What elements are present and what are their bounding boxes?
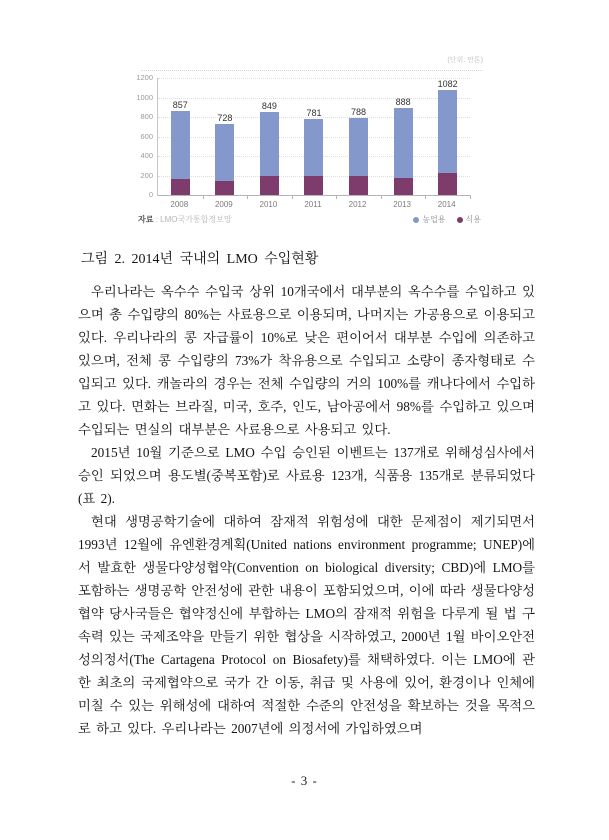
x-axis-tick	[470, 195, 471, 199]
chart-source-name: : LMO국가통합정보망	[153, 215, 232, 224]
body-paragraph: 2015년 10월 기준으로 LMO 수입 승인된 이벤트는 137개로 위해성심사에서 승인 되었으며 용도별(중복포함)로 사료용 123개, 식품용 135개로 분류되었다(표 2).	[78, 445, 535, 506]
body-paragraph: 우리나라는 옥수수 수입국 상위 10개국에서 대부분의 옥수수를 수입하고 있으며 총 수입량의 80%는 사료용으로 이용되며, 나머지는 가공용으로 이용되고 있다. 우리나라의 콩 자급률이 10%로 낮은 편이어서 대부분 수입에 의존하고 있으며, 전체 콩 수입량의 73%가 착유용으로 수입되고 소량이 종자형태로 수입되고 있다. 캐놀라의 경우는 전체 수입량의 거의 100%를 캐나다에서 수입하고 있다. 면화는 브라질, 미국, 호주, 인도, 남아공에서 98%를 수입하고 있으며 수입되는 면실의 대부분은 사료용으로 사용되고 있다.	[78, 284, 535, 437]
x-axis-label-2012: 2012	[348, 200, 367, 209]
legend-dot-icon	[457, 217, 463, 223]
bar-segment-식용	[260, 176, 279, 196]
chart-unit-label: (단위: 만톤)	[447, 57, 483, 64]
y-axis-tick-label: 1000	[136, 92, 153, 102]
bar-2008	[158, 78, 202, 195]
x-axis-label-2008: 2008	[170, 200, 189, 209]
y-axis-tick-label: 600	[140, 131, 153, 141]
bar-2014	[426, 78, 470, 195]
bar-segment-식용	[394, 178, 413, 195]
x-axis-tick	[381, 195, 382, 199]
chart-source-prefix: 자료	[138, 215, 154, 224]
bar-value-label: 788	[351, 107, 367, 118]
page-number: - 3 -	[291, 773, 318, 788]
bar-stack	[215, 124, 234, 195]
body-paragraph: 현대 생명공학기술에 대하여 잠재적 위험성에 대한 문제점이 제기되면서 1993년 12월에 유엔환경계획(United nations environment programme; UNEP)에서 발효한 생물다양성협약(Convention on biological diversity; CBD)에 LMO를 포함하는 생명공학 안전성에 관한 내용이 포함되었으며, 이에 따라 생물다양성 협약 당사국들은 협약정신에 부합하는 LMO의 잠재적 위험을 다루게 될 법 구속력 있는 국제조약을 만들기 위한 협상을 시작하였고, 2000년 1월 바이오안전성의정서(The Cartagena Protocol on Biosafety)를 채택하였다. 이는 LMO에 관한 최초의 국제협약으로 국가 간 이동, 취급 및 사용에 있어, 환경이나 인체에 미칠 수 있는 위해성에 대하여 적절한 수준의 안전성을 확보하는 것을 목적으로 하고 있다. 우리나라는 2007년에 의정서에 가입하였으며	[78, 514, 535, 736]
bar-stack	[349, 118, 368, 195]
bar-stack	[394, 108, 413, 195]
chart-plot-area	[136, 73, 470, 199]
bar-segment-농업용	[215, 124, 234, 181]
x-axis-tick	[425, 195, 426, 199]
bar-segment-농업용	[260, 112, 279, 175]
bar-segment-식용	[215, 181, 234, 195]
bar-segment-농업용	[394, 108, 413, 178]
y-axis-tick-label: 1200	[136, 73, 153, 82]
bar-segment-식용	[171, 179, 190, 195]
bar-stack	[438, 90, 457, 195]
bar-group	[158, 78, 470, 195]
bar-value-label: 781	[306, 107, 322, 118]
bar-2011	[292, 78, 336, 195]
x-axis-tick	[292, 195, 293, 199]
chart-legend	[402, 214, 481, 225]
lmo-import-chart	[133, 54, 483, 230]
legend-label: 농업용	[422, 215, 446, 224]
x-axis-tick	[247, 195, 248, 199]
figure-caption: 그림 2. 2014년 국내의 LMO 수입현황	[81, 252, 319, 267]
y-axis-tick-label: 800	[140, 112, 153, 121]
x-axis-label-2010: 2010	[259, 200, 278, 209]
bar-stack	[304, 119, 323, 195]
bar-2009	[203, 78, 247, 195]
bar-2010	[247, 78, 291, 195]
chart-top-rule	[141, 70, 483, 71]
bar-value-label: 1082	[437, 78, 458, 89]
bar-stack	[260, 112, 279, 195]
bar-2012	[337, 78, 381, 195]
bar-segment-농업용	[171, 111, 190, 179]
bar-value-label: 857	[172, 100, 188, 111]
x-axis-label-2009: 2009	[214, 200, 233, 209]
legend-item-식용	[457, 214, 481, 225]
legend-dot-icon	[413, 217, 419, 223]
bar-value-label: 728	[217, 113, 233, 124]
bar-2013	[381, 78, 425, 195]
chart-source	[138, 214, 232, 225]
bar-segment-농업용	[349, 118, 368, 175]
chart-footer	[138, 214, 481, 225]
chart-x-axis	[157, 200, 469, 209]
legend-label: 식용	[465, 215, 481, 224]
y-axis-tick-label: 200	[140, 170, 153, 180]
y-axis-tick-label: 400	[140, 151, 153, 160]
x-axis-tick	[336, 195, 337, 199]
body-text	[78, 280, 535, 740]
x-axis-label-2011: 2011	[304, 200, 322, 209]
x-axis-label-2014: 2014	[437, 200, 456, 209]
x-axis-tick	[203, 195, 204, 199]
bar-value-label: 849	[261, 101, 277, 112]
x-axis-label-2013: 2013	[393, 200, 411, 209]
bar-segment-식용	[438, 173, 457, 195]
bar-segment-식용	[304, 176, 323, 195]
bar-value-label: 888	[395, 97, 411, 108]
bar-segment-농업용	[304, 119, 323, 177]
bar-segment-식용	[349, 176, 368, 196]
bar-stack	[171, 111, 190, 195]
y-axis-tick-label: 0	[148, 190, 153, 199]
legend-item-농업용	[413, 214, 445, 225]
bar-segment-농업용	[438, 90, 457, 174]
